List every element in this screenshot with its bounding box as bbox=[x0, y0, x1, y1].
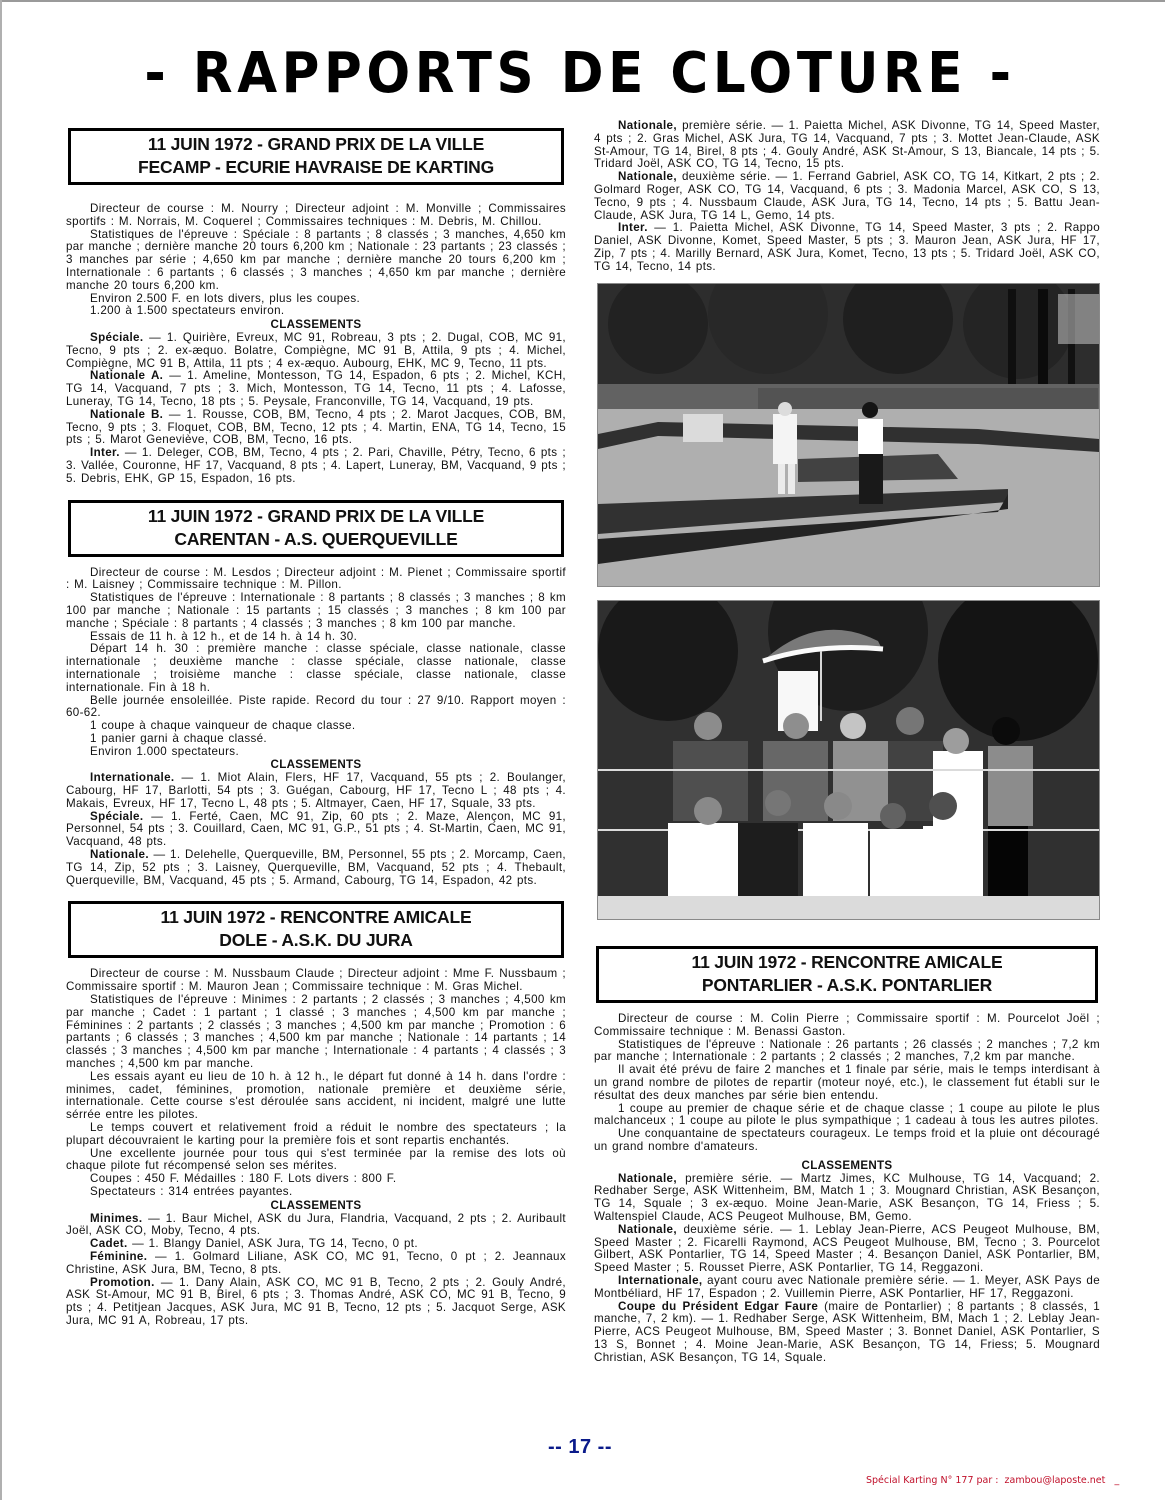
paragraph: Il avait été prévu de faire 2 manches et 1 finale par série, mais le temps interdisant à un grand nombre de pilotes de repartir (moteur noyé, etc.), le classement fut établi sur le résultat des deux manches par série bien entendu. bbox=[594, 1063, 1100, 1102]
article-body bbox=[66, 968, 566, 1327]
classement-entry bbox=[66, 1277, 566, 1328]
classement-text: — 1. Quirière, Evreux, MC 91, Robreau, 3 pts ; 2. Dugal, COB, MC 91, Tecno, 9 pts ; 2. ex-æquo. Bolatre, Compiègne, MC 91 B, Attila, 9 pts ; 4. Michel, Compiègne, MC 91 B, Attila, 11 pts ; 4 ex-æquo. Aubourg, EHK, MC 9, Tecno, 11 pts. bbox=[66, 330, 566, 370]
classement-entry bbox=[66, 447, 566, 485]
classement-category: Nationale, bbox=[618, 1222, 677, 1236]
article-dole-continued bbox=[594, 120, 1100, 274]
paragraph: Environ 2.500 F. en lots divers, plus les coupes. bbox=[90, 291, 361, 305]
page-number: -- 17 -- bbox=[548, 1436, 612, 1458]
paragraph: Directeur de course : M. Colin Pierre ; Commissaire sportif : M. Pourcelot Joël ; Commissaire technique : M. Benassi Gaston. bbox=[594, 1012, 1100, 1038]
classement-category: Internationale, bbox=[618, 1273, 703, 1287]
classement-text: ayant couru avec Nationale première série. — 1. Meyer, ASK Pays de Montbéliard, HF 17, Espadon ; 2. Vuillemin Pierre, ASK Pontarlier, HF 17, Reggazoni. bbox=[594, 1273, 1100, 1300]
paragraph: Les essais ayant eu lieu de 10 h. à 12 h., le départ fut donné à 14 h. dans l'ordre : minimes, cadet, féminines, promotion, nationale première et deuxième série, internationale. Cette course s'est déroulée sans accident, ni incident, malgré une lutte sérrée entre les pilotes. bbox=[66, 1069, 566, 1122]
article-title-line2: FECAMP - ECURIE HAVRAISE DE KARTING bbox=[138, 157, 494, 177]
article-body bbox=[66, 203, 566, 486]
paragraph: Statistiques de l'épreuve : Internationale : 8 partants ; 8 classés ; 3 manches ; 8 km 100 par manche ; Nationale : 15 partants ; 15 classés ; 3 manches ; 8 km 100 par manche ; Spéciale : 8 partants ; 4 classés ; 3 manches ; 8 km 100 par manche. bbox=[66, 591, 566, 630]
classement-entry bbox=[594, 1224, 1100, 1275]
page-border-top bbox=[0, 0, 1165, 2]
classement-entry bbox=[66, 332, 566, 370]
paragraph: Une conquantaine de spectateurs courageux. Le temps froid et la pluie ont découragé un grand nombre d'amateurs. bbox=[594, 1127, 1100, 1153]
classement-text: première série. — Martz Jimes, KC Mulhouse, TG 14, Vacquand; 2. Redhaber Serge, ASK Wittenheim, BM, Match 1 ; 3. Mougnard Christian, ASK Besançon, TG 14, Squale ; 3 ex-æquo. Moine Jean-Marie, ASK Besançon, TG 14, Friess ; 5. Waltenspiel Claude, ACS Peugeot Mulhouse, BM, Gemo. bbox=[594, 1171, 1100, 1223]
classement-category: Spéciale. bbox=[90, 809, 144, 823]
article-title-line2: CARENTAN - A.S. QUERQUEVILLE bbox=[174, 528, 458, 549]
photo-kart-track bbox=[597, 283, 1100, 587]
classement-entry bbox=[66, 849, 566, 887]
classement-text: — 1. Ferté, Caen, MC 91, Zip, 60 pts ; 2. Maze, Alençon, MC 91, Personnel, 54 pts ; 3. Couillard, Caen, MC 91, G.P., 51 pts ; 4. St-Martin, Caen, MC 91, Vacquand, 48 pts. bbox=[66, 809, 566, 849]
classement-entry bbox=[66, 772, 566, 810]
classement-category: Féminine. bbox=[90, 1249, 148, 1263]
article-body bbox=[594, 1013, 1100, 1365]
right-column bbox=[594, 120, 1100, 274]
classement-text: — 1. Dany Alain, ASK CO, MC 91 B, Tecno, 2 pts ; 2. Gouly André, ASK St-Amour, MC 91 B, Birel, 6 pts ; 3. Thomas André, ASK CO, MC 91 B, Tecno, 9 pts ; 4. Petitjean Jacques, ASK Jura, MC 91 B, Tecno, 12 pts ; 5. Jacquot Serge, ASK Jura, MC 91 A, Robreau, 17 pts. bbox=[66, 1275, 566, 1327]
classement-entry bbox=[594, 1173, 1100, 1224]
classement-entry bbox=[66, 1213, 566, 1239]
classement-category: Nationale, bbox=[618, 119, 677, 132]
classement-entry bbox=[594, 171, 1100, 222]
classements-heading: CLASSEMENTS bbox=[270, 318, 362, 332]
article-title-box bbox=[68, 128, 564, 185]
classements-heading: CLASSEMENTS bbox=[801, 1158, 893, 1172]
classement-text: — 1. Golmard Liliane, ASK CO, MC 91, Tecno, 0 pt ; 2. Jeannaux Christine, ASK Jura, BM, Tecno, 8 pts. bbox=[66, 1249, 566, 1276]
classement-category: Minimes. bbox=[90, 1211, 143, 1225]
paragraph: Statistiques de l'épreuve : Minimes : 2 partants ; 2 classés ; 3 manches ; 4,500 km par manche ; Cadet : 1 partant ; 1 classé ; 3 manches ; 4,500 km par manche ; Féminines : 2 partants ; 2 classés ; 3 manches ; 4,500 km par manche ; Promotion : 6 partants ; 6 classés ; 3 manches ; 4,500 km par manche ; Nationale : 14 partants ; 14 classés ; 3 manches ; 4,500 km par manche ; Internationale : 4 partants ; 4 classés ; 3 manches ; 4,500 km par manche. bbox=[66, 993, 566, 1071]
classement-entry bbox=[594, 222, 1100, 273]
page-masthead: - RAPPORTS DE CLOTURE - bbox=[144, 41, 1016, 106]
paragraph: 1 panier garni à chaque classé. bbox=[90, 731, 267, 745]
left-column bbox=[66, 128, 566, 1328]
paragraph: Une excellente journée pour tous qui s'est terminée par la remise des lots où chaque pilote fut récompensé selon ses mérites. bbox=[66, 1146, 566, 1173]
photo-trophy-group bbox=[597, 600, 1100, 920]
paragraph: 1 coupe à chaque vainqueur de chaque classe. bbox=[90, 719, 356, 733]
photo-kart-track-image bbox=[598, 284, 1099, 586]
paragraph: 1.200 à 1.500 spectateurs environ. bbox=[90, 304, 285, 318]
paragraph: Directeur de course : M. Lesdos ; Directeur adjoint : M. Pienet ; Commissaire sportif : M. Laisney ; Commissaire technique : M. Pillon. bbox=[66, 565, 566, 592]
article-pontarlier bbox=[594, 946, 1100, 1365]
classement-category: Nationale, bbox=[618, 170, 677, 184]
classement-text: — 1. Paietta Michel, ASK Divonne, TG 14, Speed Master, 3 pts ; 2. Rappo Daniel, ASK Divonne, Komet, Speed Master, 5 pts ; 3. Mauron Jean, ASK Jura, HF 17, Zip, 7 pts ; 4. Marilly Bernard, ASK Jura, Komet, Tecno, 13 pts ; 5. Tridard Joël, ASK CO, TG 14, Tecno, 14 pts. bbox=[594, 221, 1100, 273]
classement-text: première série. — 1. Paietta Michel, ASK Divonne, TG 14, Speed Master, 4 pts ; 2. Gras Michel, ASK Jura, TG 14, Vacquand, 7 pts ; 3. Mottet Jean-Claude, ASK St-Amour, TG 14, Birel, 8 pts ; 4. Gouly André, ASK St-Amour, S 13, Biancale, 14 pts ; 5. Tridard Joël, ASK CO, TG 14, Tecno, 15 pts. bbox=[594, 119, 1100, 171]
article-title-line1: 11 JUIN 1972 - GRAND PRIX DE LA VILLE bbox=[147, 505, 485, 526]
article-title-line2: PONTARLIER - A.S.K. PONTARLIER bbox=[701, 975, 993, 995]
paragraph: Environ 1.000 spectateurs. bbox=[90, 744, 240, 758]
classement-category: Coupe du Président Edgar Faure bbox=[618, 1299, 819, 1313]
classement-text: — 1. Blangy Daniel, ASK Jura, TG 14, Tecno, 0 pt. bbox=[127, 1237, 418, 1251]
article-title-line1: 11 JUIN 1972 - RENCONTRE AMICALE bbox=[691, 952, 1003, 972]
classement-entry bbox=[594, 1275, 1100, 1301]
article-title-box bbox=[596, 946, 1098, 1003]
classement-entry bbox=[66, 811, 566, 849]
classement-entry bbox=[594, 1301, 1100, 1365]
classement-category: Promotion. bbox=[90, 1275, 155, 1289]
classement-text: (maire de Pontarlier) ; 8 partants ; 8 classés, 1 manche, 7, 2 km). — 1. Redhaber Serge, ASK Wittenheim, BM, Mach 1 ; 2. Leblay Jean-Pierre, ACS Peugeot Mulhouse, BM, Speed Master ; 3. Bonnet Daniel, ASK Pontarlier, S 13 S, Bonnet ; 4. Moine Jean-Marie, ASK Besançon, TG 14, Friess; 5. Mougnard Christian, ASK Besançon, TG 14, Squale. bbox=[594, 1299, 1100, 1364]
article-body bbox=[66, 567, 566, 888]
paragraph: Le temps couvert et relativement froid a réduit le nombre des spectateurs ; la plupart découvraient le karting pour la première fois et sont repartis enchantés. bbox=[66, 1121, 566, 1147]
paragraph: Essais de 11 h. à 12 h., et de 14 h. à 14 h. 30. bbox=[90, 629, 358, 643]
classement-entry bbox=[66, 1251, 566, 1277]
paragraph: Statistiques de l'épreuve : Nationale : 26 partants ; 26 classés ; 2 manches ; 7,2 km par manche ; Internationale : 2 partants ; 2 classés ; 2 manches, 7,2 km par manche. bbox=[594, 1037, 1100, 1064]
classement-text: deuxième série. — 1. Leblay Jean-Pierre, ACS Peugeot Mulhouse, BM, Speed Master ; 2. Ficarelli Raymond, ACS Peugeot Mulhouse, BM, Tecno ; 3. Pourcelot Gilbert, ASK Pontarlier, TG 14, Speed Master ; 4. Besançon Daniel, ASK Pontarlier, BM, Speed Master ; 5. Rousset Pierre, ASK Pontarlier, TG 14, Reggazoni. bbox=[594, 1222, 1100, 1275]
photo-trophy-group-image bbox=[598, 601, 1099, 919]
classement-entry bbox=[66, 370, 566, 408]
classement-category: Inter. bbox=[90, 446, 120, 460]
classement-text: — 1. Miot Alain, Flers, HF 17, Vacquand, 55 pts ; 2. Boulanger, Cabourg, HF 17, Barlotti, 54 pts ; 3. Guégan, Cabourg, HF 17, Tecno L ; 48 pts ; 4. Makais, Evreux, HF 17, Tecno L, 48 pts ; 5. Altmayer, Caen, HF 17, Squale, 33 pts. bbox=[66, 771, 566, 810]
classement-text: — 1. Delehelle, Querqueville, BM, Personnel, 55 pts ; 2. Morcamp, Caen, TG 14, Zip, 52 pts ; 3. Laisney, Querqueville, BM, Vacquand, 52 pts ; 4. Thebault, Querqueville, BM, Vacquand, 45 pts ; 5. Armand, Cabourg, TG 14, Espadon, 42 pts. bbox=[66, 848, 566, 887]
paragraph: Spectateurs : 314 entrées payantes. bbox=[90, 1185, 293, 1198]
article-title-line1: 11 JUIN 1972 - RENCONTRE AMICALE bbox=[160, 907, 472, 928]
page-border-left bbox=[0, 0, 2, 1500]
classement-category: Nationale, bbox=[618, 1171, 677, 1185]
classement-category: Internationale. bbox=[90, 771, 175, 785]
paragraph: Statistiques de l'épreuve : Spéciale : 8 partants ; 8 classés ; 3 manches, 4,650 km par manche ; dernière manche 20 tours 6,200 km ; Nationale : 23 partants ; 23 classés ; 3 manches par série ; 4,650 km par manche ; dernière manche 20 tours 6,200 km ; Internationale : 6 partants ; 6 classés ; 3 manches ; 4,650 km par manche ; dernière manche 20 tours 6,200 km. bbox=[66, 227, 566, 292]
classement-category: Nationale. bbox=[90, 848, 149, 862]
classement-text: — 1. Deleger, COB, BM, Tecno, 4 pts ; 2. Pari, Chaville, Pétry, Tecno, 6 pts ; 3. Vallée, Couronne, HF 17, Vacquand, 8 pts ; 4. Lapert, Luneray, BM, Vacquand, 9 pts ; 5. Debris, EHK, GP 15, Espadon, 16 pts. bbox=[66, 446, 566, 485]
classements-heading: CLASSEMENTS bbox=[270, 758, 362, 772]
article-carentan bbox=[66, 500, 566, 888]
article-title-box bbox=[68, 500, 564, 557]
classement-text: — 1. Baur Michel, ASK du Jura, Flandria, Vacquand, 2 pts ; 2. Auribault Joël, ASK CO, Moby, Tecno, 4 pts. bbox=[66, 1211, 566, 1238]
classement-entry bbox=[66, 409, 566, 447]
classement-category: Nationale A. bbox=[90, 369, 164, 383]
article-dole bbox=[66, 901, 566, 1327]
paragraph: Directeur de course : M. Nussbaum Claude ; Directeur adjoint : Mme F. Nussbaum ; Commissaire sportif : M. Mauron Jean ; Commissaire technique : M. Gras Michel. bbox=[66, 967, 566, 994]
classement-text: — 1. Ameline, Montesson, TG 14, Espadon, 6 pts ; 2. Michel, KCH, TG 14, Vacquand, 7 pts ; 3. Mich, Montesson, TG 14, Tecno, 11 pts ; 4. Lafosse, Luneray, TG 14, Tecno, 18 pts ; 5. Peysale, Franconville, TG 14, Vacquand, 19 pts. bbox=[66, 369, 566, 408]
paragraph: Coupes : 450 F. Médailles : 180 F. Lots divers : 800 F. bbox=[90, 1172, 397, 1186]
classements-heading: CLASSEMENTS bbox=[270, 1198, 362, 1212]
article-title-box bbox=[68, 901, 564, 958]
paragraph: Belle journée ensoleillée. Piste rapide. Record du tour : 27 9/10. Rapport moyen : 60-62. bbox=[66, 693, 566, 720]
article-title-line1: 11 JUIN 1972 - GRAND PRIX DE LA VILLE bbox=[147, 134, 485, 154]
footer-credit: Spécial Karting N° 177 par : zambou@laposte.net _ bbox=[866, 1475, 1120, 1486]
classement-category: Spéciale. bbox=[90, 330, 144, 344]
paragraph: Départ 14 h. 30 : première manche : classe spéciale, classe nationale, classe internationale ; deuxième manche : classe spéciale, classe nationale, classe internationale ; troisième manche : classe spéciale, classe nationale, classe internationale. Fin à 18 h. bbox=[66, 642, 566, 694]
classement-text: — 1. Rousse, COB, BM, Tecno, 4 pts ; 2. Marot Jacques, COB, BM, Tecno, 9 pts ; 3. Floquet, COB, BM, Tecno, 12 pts ; 4. Martin, ENA, TG 14, Tecno, 15 pts ; 5. Marot Geneviève, COB, BM, Tecno, 16 pts. bbox=[66, 407, 567, 447]
classement-category: Inter. bbox=[618, 221, 648, 235]
paragraph: 1 coupe au premier de chaque série et de chaque classe ; 1 coupe au pilote le plus malchanceux ; 1 coupe au pilote le plus sympathique ; 1 cadeau à tous les autres pilotes. bbox=[594, 1101, 1100, 1128]
classement-text: deuxième série. — 1. Ferrand Gabriel, ASK CO, TG 14, Kitkart, 2 pts ; 2. Golmard Roger, ASK CO, TG 14, Vacquand, 6 pts ; 3. Madonia Marcel, ASK CO, S 13, Tecno, 9 pts ; 4. Nussbaum Claude, ASK Jura, TG 14, Tecno, 14 pts ; 5. Battu Jean-Claude, ASK Jura, TG 14 L, Gemo, 14 pts. bbox=[594, 170, 1100, 222]
paragraph: Directeur de course : M. Nourry ; Directeur adjoint : M. Monville ; Commissaires sportifs : M. Norrais, M. Coquerel ; Commissaires techniques : M. Debris, M. Chillou. bbox=[66, 202, 566, 228]
classement-category: Nationale B. bbox=[90, 407, 164, 421]
article-fecamp bbox=[66, 128, 566, 486]
classement-category: Cadet. bbox=[90, 1237, 128, 1251]
classement-entry bbox=[594, 120, 1100, 171]
article-title-line2: DOLE - A.S.K. DU JURA bbox=[219, 930, 413, 951]
